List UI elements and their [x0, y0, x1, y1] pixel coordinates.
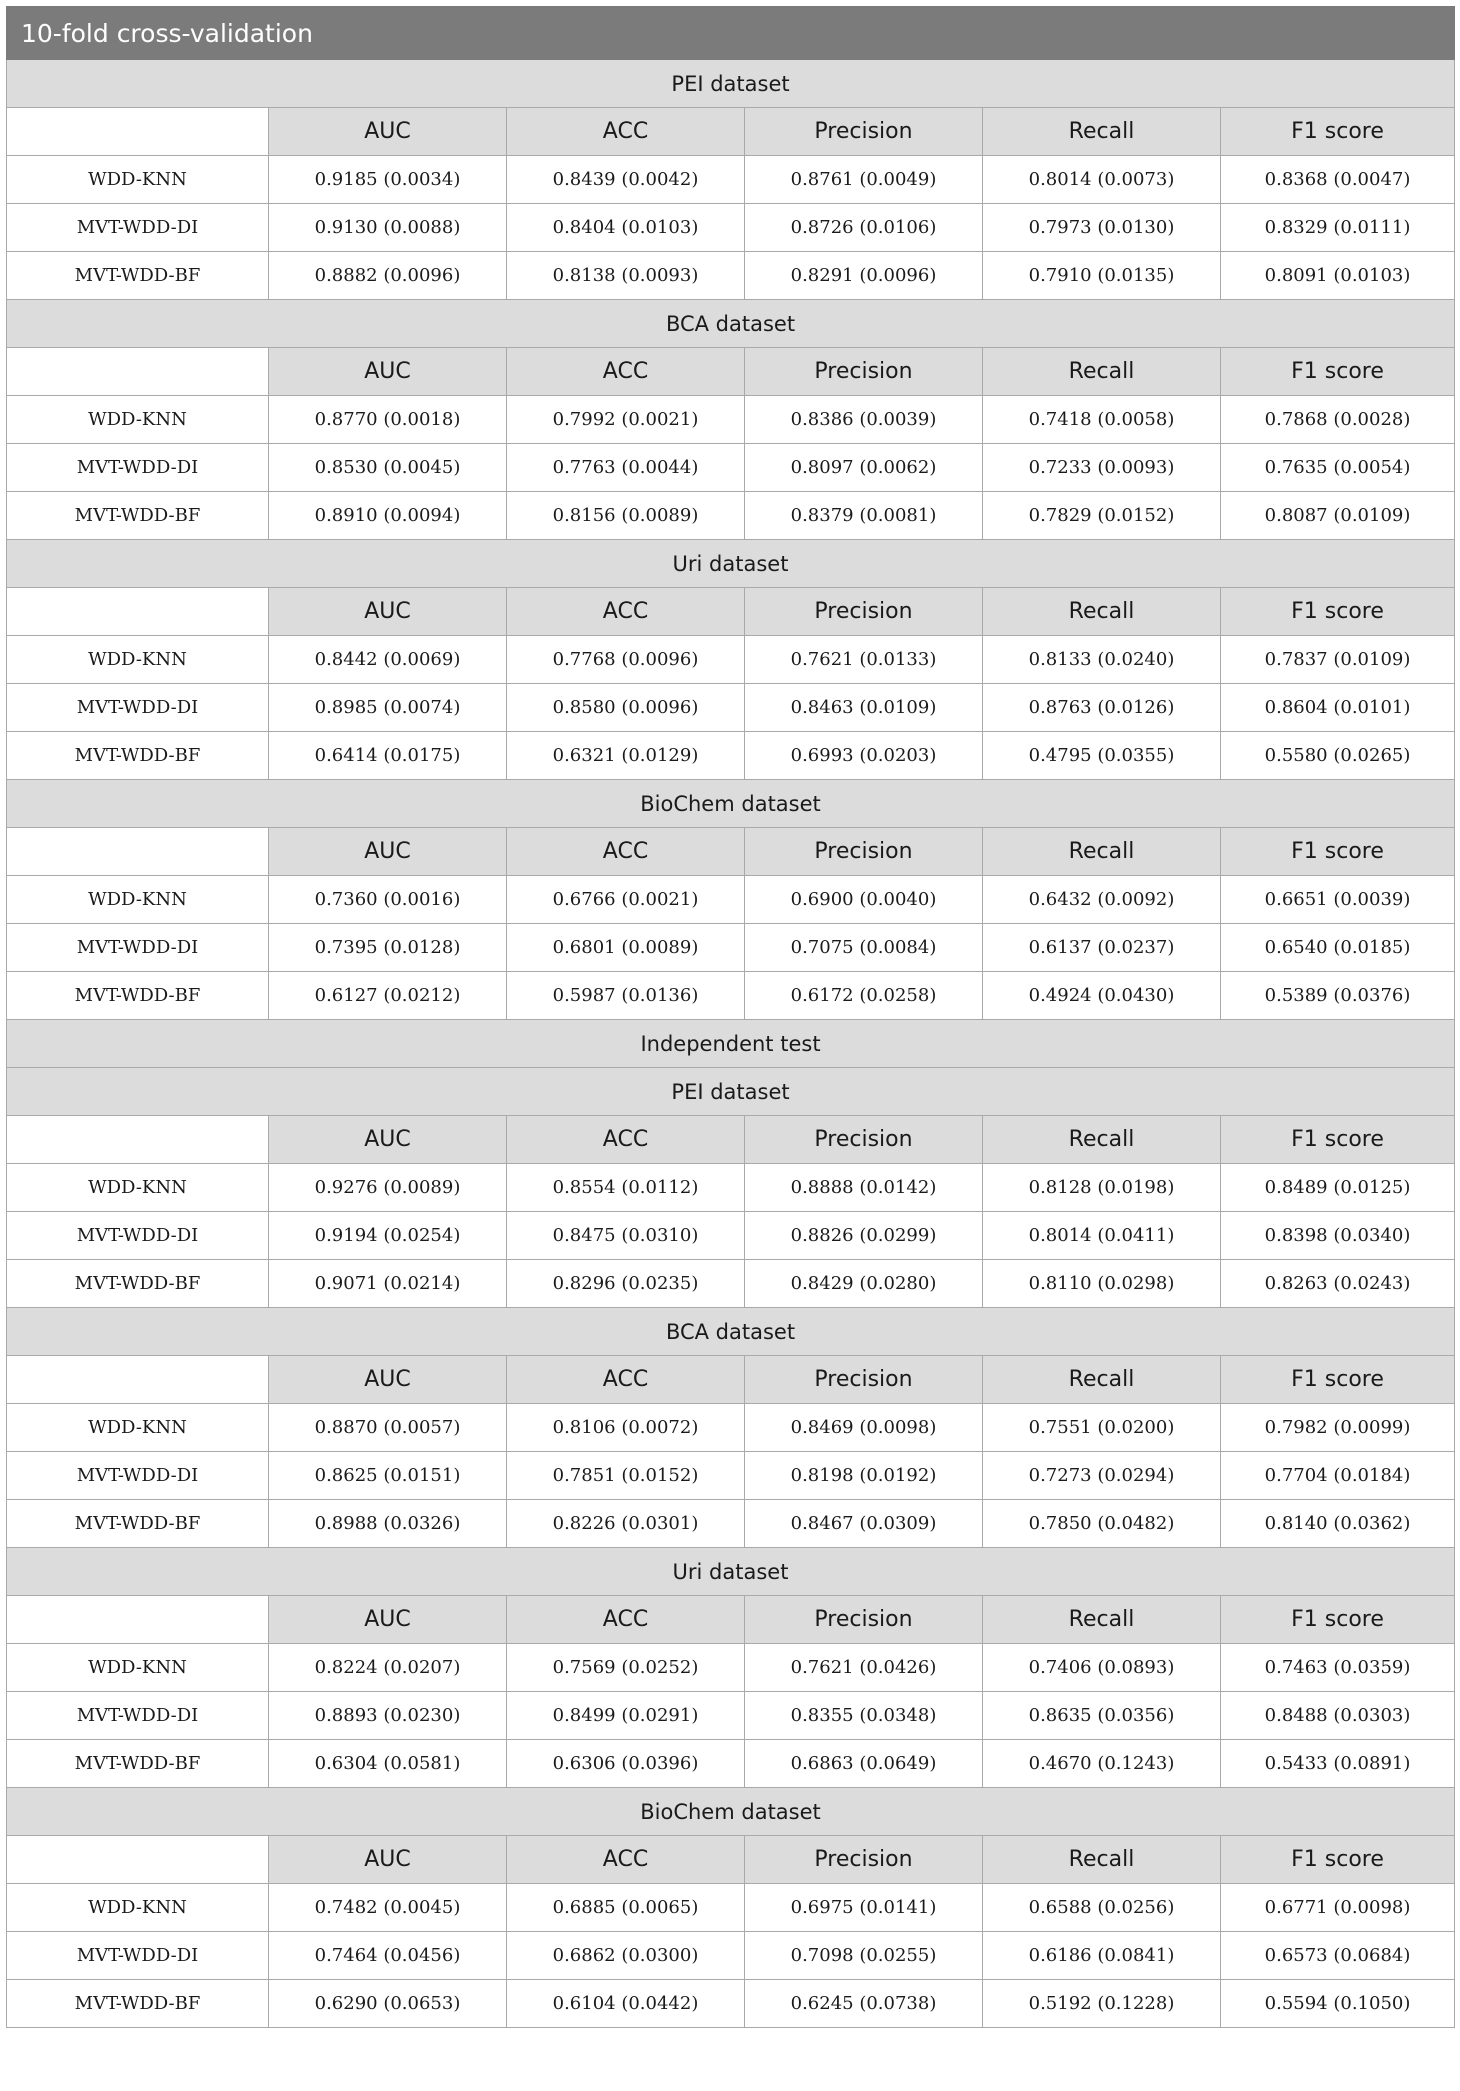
metric-cell: 0.8554 (0.0112)	[507, 1164, 745, 1212]
method-name-cell: MVT-WDD-DI	[7, 1692, 269, 1740]
column-header: Precision	[745, 348, 983, 396]
metric-cell: 0.6588 (0.0256)	[983, 1884, 1221, 1932]
metric-cell: 0.6290 (0.0653)	[269, 1980, 507, 2028]
column-header-blank	[7, 1356, 269, 1404]
metric-cell: 0.6771 (0.0098)	[1221, 1884, 1455, 1932]
metric-cell: 0.5433 (0.0891)	[1221, 1740, 1455, 1788]
method-name-cell: MVT-WDD-BF	[7, 1740, 269, 1788]
metric-cell: 0.8379 (0.0081)	[745, 492, 983, 540]
method-name-cell: MVT-WDD-DI	[7, 684, 269, 732]
metric-cell: 0.8263 (0.0243)	[1221, 1260, 1455, 1308]
metric-cell: 0.7551 (0.0200)	[983, 1404, 1221, 1452]
metric-cell: 0.6801 (0.0089)	[507, 924, 745, 972]
metric-cell: 0.7482 (0.0045)	[269, 1884, 507, 1932]
table-title: 10-fold cross-validation	[7, 7, 1455, 60]
metric-cell: 0.7418 (0.0058)	[983, 396, 1221, 444]
dataset-header-row	[7, 540, 1455, 588]
table-row	[7, 732, 1455, 780]
metric-cell: 0.7621 (0.0426)	[745, 1644, 983, 1692]
metric-cell: 0.6414 (0.0175)	[269, 732, 507, 780]
column-header: ACC	[507, 828, 745, 876]
metric-cell: 0.8138 (0.0093)	[507, 252, 745, 300]
method-name-cell: MVT-WDD-BF	[7, 1500, 269, 1548]
method-name-cell: MVT-WDD-BF	[7, 492, 269, 540]
metric-cell: 0.8429 (0.0280)	[745, 1260, 983, 1308]
results-table-body	[7, 7, 1455, 2028]
metric-cell: 0.6540 (0.0185)	[1221, 924, 1455, 972]
metric-cell: 0.5594 (0.1050)	[1221, 1980, 1455, 2028]
metric-cell: 0.4670 (0.1243)	[983, 1740, 1221, 1788]
metric-cell: 0.6862 (0.0300)	[507, 1932, 745, 1980]
metric-cell: 0.7992 (0.0021)	[507, 396, 745, 444]
column-header: Recall	[983, 1116, 1221, 1164]
table-title-row	[7, 7, 1455, 60]
metric-cell: 0.8329 (0.0111)	[1221, 204, 1455, 252]
metric-cell: 0.7233 (0.0093)	[983, 444, 1221, 492]
column-header: Recall	[983, 1836, 1221, 1884]
table-row	[7, 1980, 1455, 2028]
metric-cell: 0.8489 (0.0125)	[1221, 1164, 1455, 1212]
metric-cell: 0.6245 (0.0738)	[745, 1980, 983, 2028]
results-table-container	[6, 6, 1454, 2028]
column-header: Precision	[745, 828, 983, 876]
method-name-cell: MVT-WDD-BF	[7, 252, 269, 300]
metric-cell: 0.8910 (0.0094)	[269, 492, 507, 540]
metric-cell: 0.8988 (0.0326)	[269, 1500, 507, 1548]
method-name-cell: MVT-WDD-BF	[7, 1980, 269, 2028]
metric-cell: 0.8404 (0.0103)	[507, 204, 745, 252]
metric-cell: 0.8530 (0.0045)	[269, 444, 507, 492]
column-header: ACC	[507, 108, 745, 156]
table-row	[7, 1452, 1455, 1500]
method-name-cell: WDD-KNN	[7, 1884, 269, 1932]
metric-cell: 0.8226 (0.0301)	[507, 1500, 745, 1548]
dataset-name: Uri dataset	[7, 1548, 1455, 1596]
metric-cell: 0.7406 (0.0893)	[983, 1644, 1221, 1692]
metric-cell: 0.6885 (0.0065)	[507, 1884, 745, 1932]
column-header: Recall	[983, 348, 1221, 396]
metric-cell: 0.9276 (0.0089)	[269, 1164, 507, 1212]
dataset-header-row	[7, 1308, 1455, 1356]
column-header: ACC	[507, 348, 745, 396]
column-header: F1 score	[1221, 1356, 1455, 1404]
table-row	[7, 1740, 1455, 1788]
metric-cell: 0.6186 (0.0841)	[983, 1932, 1221, 1980]
table-row	[7, 156, 1455, 204]
metric-cell: 0.8888 (0.0142)	[745, 1164, 983, 1212]
column-header: F1 score	[1221, 588, 1455, 636]
metric-cell: 0.7850 (0.0482)	[983, 1500, 1221, 1548]
column-header-row	[7, 588, 1455, 636]
metric-cell: 0.6573 (0.0684)	[1221, 1932, 1455, 1980]
metric-cell: 0.7837 (0.0109)	[1221, 636, 1455, 684]
metric-cell: 0.8439 (0.0042)	[507, 156, 745, 204]
dataset-name: Uri dataset	[7, 540, 1455, 588]
table-row	[7, 1644, 1455, 1692]
dataset-header-row	[7, 1548, 1455, 1596]
metric-cell: 0.8635 (0.0356)	[983, 1692, 1221, 1740]
metric-cell: 0.8087 (0.0109)	[1221, 492, 1455, 540]
column-header: AUC	[269, 588, 507, 636]
column-header: Precision	[745, 108, 983, 156]
method-name-cell: MVT-WDD-BF	[7, 732, 269, 780]
method-name-cell: WDD-KNN	[7, 396, 269, 444]
column-header-row	[7, 1596, 1455, 1644]
column-header: ACC	[507, 1596, 745, 1644]
column-header-blank	[7, 348, 269, 396]
table-row	[7, 684, 1455, 732]
metric-cell: 0.7973 (0.0130)	[983, 204, 1221, 252]
metric-cell: 0.8097 (0.0062)	[745, 444, 983, 492]
metric-cell: 0.8499 (0.0291)	[507, 1692, 745, 1740]
dataset-name: BCA dataset	[7, 300, 1455, 348]
method-name-cell: WDD-KNN	[7, 636, 269, 684]
column-header: AUC	[269, 1836, 507, 1884]
column-header-row	[7, 348, 1455, 396]
column-header: AUC	[269, 348, 507, 396]
column-header-blank	[7, 108, 269, 156]
metric-cell: 0.8296 (0.0235)	[507, 1260, 745, 1308]
metric-cell: 0.6863 (0.0649)	[745, 1740, 983, 1788]
metric-cell: 0.7851 (0.0152)	[507, 1452, 745, 1500]
metric-cell: 0.6172 (0.0258)	[745, 972, 983, 1020]
table-row	[7, 636, 1455, 684]
metric-cell: 0.5580 (0.0265)	[1221, 732, 1455, 780]
metric-cell: 0.7768 (0.0096)	[507, 636, 745, 684]
dataset-name: PEI dataset	[7, 1068, 1455, 1116]
column-header-row	[7, 108, 1455, 156]
table-row	[7, 1932, 1455, 1980]
metric-cell: 0.8398 (0.0340)	[1221, 1212, 1455, 1260]
metric-cell: 0.6321 (0.0129)	[507, 732, 745, 780]
metric-cell: 0.8140 (0.0362)	[1221, 1500, 1455, 1548]
metric-cell: 0.6137 (0.0237)	[983, 924, 1221, 972]
metric-cell: 0.7395 (0.0128)	[269, 924, 507, 972]
metric-cell: 0.8763 (0.0126)	[983, 684, 1221, 732]
metric-cell: 0.8368 (0.0047)	[1221, 156, 1455, 204]
method-name-cell: WDD-KNN	[7, 876, 269, 924]
column-header: F1 score	[1221, 348, 1455, 396]
table-row	[7, 204, 1455, 252]
column-header: ACC	[507, 1356, 745, 1404]
column-header: ACC	[507, 1836, 745, 1884]
metric-cell: 0.8580 (0.0096)	[507, 684, 745, 732]
dataset-header-row	[7, 1068, 1455, 1116]
metric-cell: 0.8156 (0.0089)	[507, 492, 745, 540]
metric-cell: 0.8625 (0.0151)	[269, 1452, 507, 1500]
metric-cell: 0.7910 (0.0135)	[983, 252, 1221, 300]
metric-cell: 0.6766 (0.0021)	[507, 876, 745, 924]
results-table	[6, 6, 1455, 2028]
metric-cell: 0.8985 (0.0074)	[269, 684, 507, 732]
metric-cell: 0.8604 (0.0101)	[1221, 684, 1455, 732]
method-name-cell: MVT-WDD-DI	[7, 444, 269, 492]
metric-cell: 0.7829 (0.0152)	[983, 492, 1221, 540]
metric-cell: 0.7273 (0.0294)	[983, 1452, 1221, 1500]
table-row	[7, 252, 1455, 300]
table-row	[7, 1404, 1455, 1452]
metric-cell: 0.6304 (0.0581)	[269, 1740, 507, 1788]
metric-cell: 0.8355 (0.0348)	[745, 1692, 983, 1740]
table-row	[7, 1884, 1455, 1932]
metric-cell: 0.7763 (0.0044)	[507, 444, 745, 492]
metric-cell: 0.8106 (0.0072)	[507, 1404, 745, 1452]
table-row	[7, 1164, 1455, 1212]
metric-cell: 0.7621 (0.0133)	[745, 636, 983, 684]
dataset-name: BioChem dataset	[7, 780, 1455, 828]
metric-cell: 0.8224 (0.0207)	[269, 1644, 507, 1692]
metric-cell: 0.6993 (0.0203)	[745, 732, 983, 780]
column-header-blank	[7, 1596, 269, 1644]
method-name-cell: MVT-WDD-DI	[7, 924, 269, 972]
column-header-blank	[7, 1836, 269, 1884]
method-name-cell: MVT-WDD-DI	[7, 1452, 269, 1500]
column-header-blank	[7, 588, 269, 636]
metric-cell: 0.7463 (0.0359)	[1221, 1644, 1455, 1692]
column-header: Recall	[983, 828, 1221, 876]
column-header: F1 score	[1221, 108, 1455, 156]
method-name-cell: MVT-WDD-DI	[7, 204, 269, 252]
method-name-cell: WDD-KNN	[7, 1644, 269, 1692]
column-header: Recall	[983, 1356, 1221, 1404]
column-header: ACC	[507, 588, 745, 636]
metric-cell: 0.8291 (0.0096)	[745, 252, 983, 300]
table-row	[7, 972, 1455, 1020]
metric-cell: 0.6432 (0.0092)	[983, 876, 1221, 924]
metric-cell: 0.8463 (0.0109)	[745, 684, 983, 732]
metric-cell: 0.8761 (0.0049)	[745, 156, 983, 204]
metric-cell: 0.8870 (0.0057)	[269, 1404, 507, 1452]
column-header: AUC	[269, 108, 507, 156]
metric-cell: 0.8133 (0.0240)	[983, 636, 1221, 684]
metric-cell: 0.7098 (0.0255)	[745, 1932, 983, 1980]
column-header-blank	[7, 1116, 269, 1164]
table-row	[7, 876, 1455, 924]
column-header: AUC	[269, 828, 507, 876]
metric-cell: 0.8469 (0.0098)	[745, 1404, 983, 1452]
table-row	[7, 396, 1455, 444]
metric-cell: 0.5987 (0.0136)	[507, 972, 745, 1020]
column-header: Precision	[745, 1356, 983, 1404]
metric-cell: 0.7075 (0.0084)	[745, 924, 983, 972]
column-header: Recall	[983, 1596, 1221, 1644]
dataset-name: PEI dataset	[7, 60, 1455, 108]
column-header: ACC	[507, 1116, 745, 1164]
metric-cell: 0.8014 (0.0411)	[983, 1212, 1221, 1260]
dataset-header-row	[7, 300, 1455, 348]
metric-cell: 0.6104 (0.0442)	[507, 1980, 745, 2028]
method-name-cell: WDD-KNN	[7, 156, 269, 204]
column-header: Precision	[745, 588, 983, 636]
metric-cell: 0.8386 (0.0039)	[745, 396, 983, 444]
metric-cell: 0.8488 (0.0303)	[1221, 1692, 1455, 1740]
metric-cell: 0.7569 (0.0252)	[507, 1644, 745, 1692]
metric-cell: 0.5389 (0.0376)	[1221, 972, 1455, 1020]
metric-cell: 0.8091 (0.0103)	[1221, 252, 1455, 300]
metric-cell: 0.8128 (0.0198)	[983, 1164, 1221, 1212]
column-header-row	[7, 1116, 1455, 1164]
metric-cell: 0.7360 (0.0016)	[269, 876, 507, 924]
method-name-cell: MVT-WDD-BF	[7, 972, 269, 1020]
dataset-header-row	[7, 60, 1455, 108]
metric-cell: 0.5192 (0.1228)	[983, 1980, 1221, 2028]
metric-cell: 0.7635 (0.0054)	[1221, 444, 1455, 492]
column-header: F1 score	[1221, 828, 1455, 876]
column-header: AUC	[269, 1116, 507, 1164]
table-row	[7, 444, 1455, 492]
table-row	[7, 1212, 1455, 1260]
method-name-cell: MVT-WDD-BF	[7, 1260, 269, 1308]
metric-cell: 0.8198 (0.0192)	[745, 1452, 983, 1500]
column-header: Recall	[983, 588, 1221, 636]
metric-cell: 0.8110 (0.0298)	[983, 1260, 1221, 1308]
table-row	[7, 924, 1455, 972]
column-header: Precision	[745, 1836, 983, 1884]
column-header-blank	[7, 828, 269, 876]
table-row	[7, 1500, 1455, 1548]
metric-cell: 0.8770 (0.0018)	[269, 396, 507, 444]
table-row	[7, 1260, 1455, 1308]
metric-cell: 0.4795 (0.0355)	[983, 732, 1221, 780]
dataset-header-row	[7, 780, 1455, 828]
table-row	[7, 492, 1455, 540]
metric-cell: 0.7982 (0.0099)	[1221, 1404, 1455, 1452]
section-header-row	[7, 1020, 1455, 1068]
metric-cell: 0.8467 (0.0309)	[745, 1500, 983, 1548]
column-header-row	[7, 1356, 1455, 1404]
column-header: F1 score	[1221, 1836, 1455, 1884]
metric-cell: 0.6900 (0.0040)	[745, 876, 983, 924]
method-name-cell: WDD-KNN	[7, 1404, 269, 1452]
column-header: Precision	[745, 1116, 983, 1164]
metric-cell: 0.8726 (0.0106)	[745, 204, 983, 252]
dataset-name: BCA dataset	[7, 1308, 1455, 1356]
metric-cell: 0.8893 (0.0230)	[269, 1692, 507, 1740]
metric-cell: 0.6975 (0.0141)	[745, 1884, 983, 1932]
metric-cell: 0.7868 (0.0028)	[1221, 396, 1455, 444]
metric-cell: 0.6306 (0.0396)	[507, 1740, 745, 1788]
column-header: Recall	[983, 108, 1221, 156]
metric-cell: 0.9194 (0.0254)	[269, 1212, 507, 1260]
metric-cell: 0.7704 (0.0184)	[1221, 1452, 1455, 1500]
metric-cell: 0.4924 (0.0430)	[983, 972, 1221, 1020]
table-row	[7, 1692, 1455, 1740]
metric-cell: 0.6651 (0.0039)	[1221, 876, 1455, 924]
metric-cell: 0.8442 (0.0069)	[269, 636, 507, 684]
column-header: AUC	[269, 1356, 507, 1404]
column-header: F1 score	[1221, 1596, 1455, 1644]
metric-cell: 0.7464 (0.0456)	[269, 1932, 507, 1980]
metric-cell: 0.8475 (0.0310)	[507, 1212, 745, 1260]
dataset-header-row	[7, 1788, 1455, 1836]
metric-cell: 0.8826 (0.0299)	[745, 1212, 983, 1260]
column-header: AUC	[269, 1596, 507, 1644]
metric-cell: 0.6127 (0.0212)	[269, 972, 507, 1020]
column-header-row	[7, 1836, 1455, 1884]
method-name-cell: MVT-WDD-DI	[7, 1932, 269, 1980]
metric-cell: 0.8882 (0.0096)	[269, 252, 507, 300]
metric-cell: 0.9185 (0.0034)	[269, 156, 507, 204]
column-header-row	[7, 828, 1455, 876]
column-header: Precision	[745, 1596, 983, 1644]
metric-cell: 0.9071 (0.0214)	[269, 1260, 507, 1308]
metric-cell: 0.9130 (0.0088)	[269, 204, 507, 252]
method-name-cell: WDD-KNN	[7, 1164, 269, 1212]
metric-cell: 0.8014 (0.0073)	[983, 156, 1221, 204]
section-label: Independent test	[7, 1020, 1455, 1068]
method-name-cell: MVT-WDD-DI	[7, 1212, 269, 1260]
dataset-name: BioChem dataset	[7, 1788, 1455, 1836]
column-header: F1 score	[1221, 1116, 1455, 1164]
